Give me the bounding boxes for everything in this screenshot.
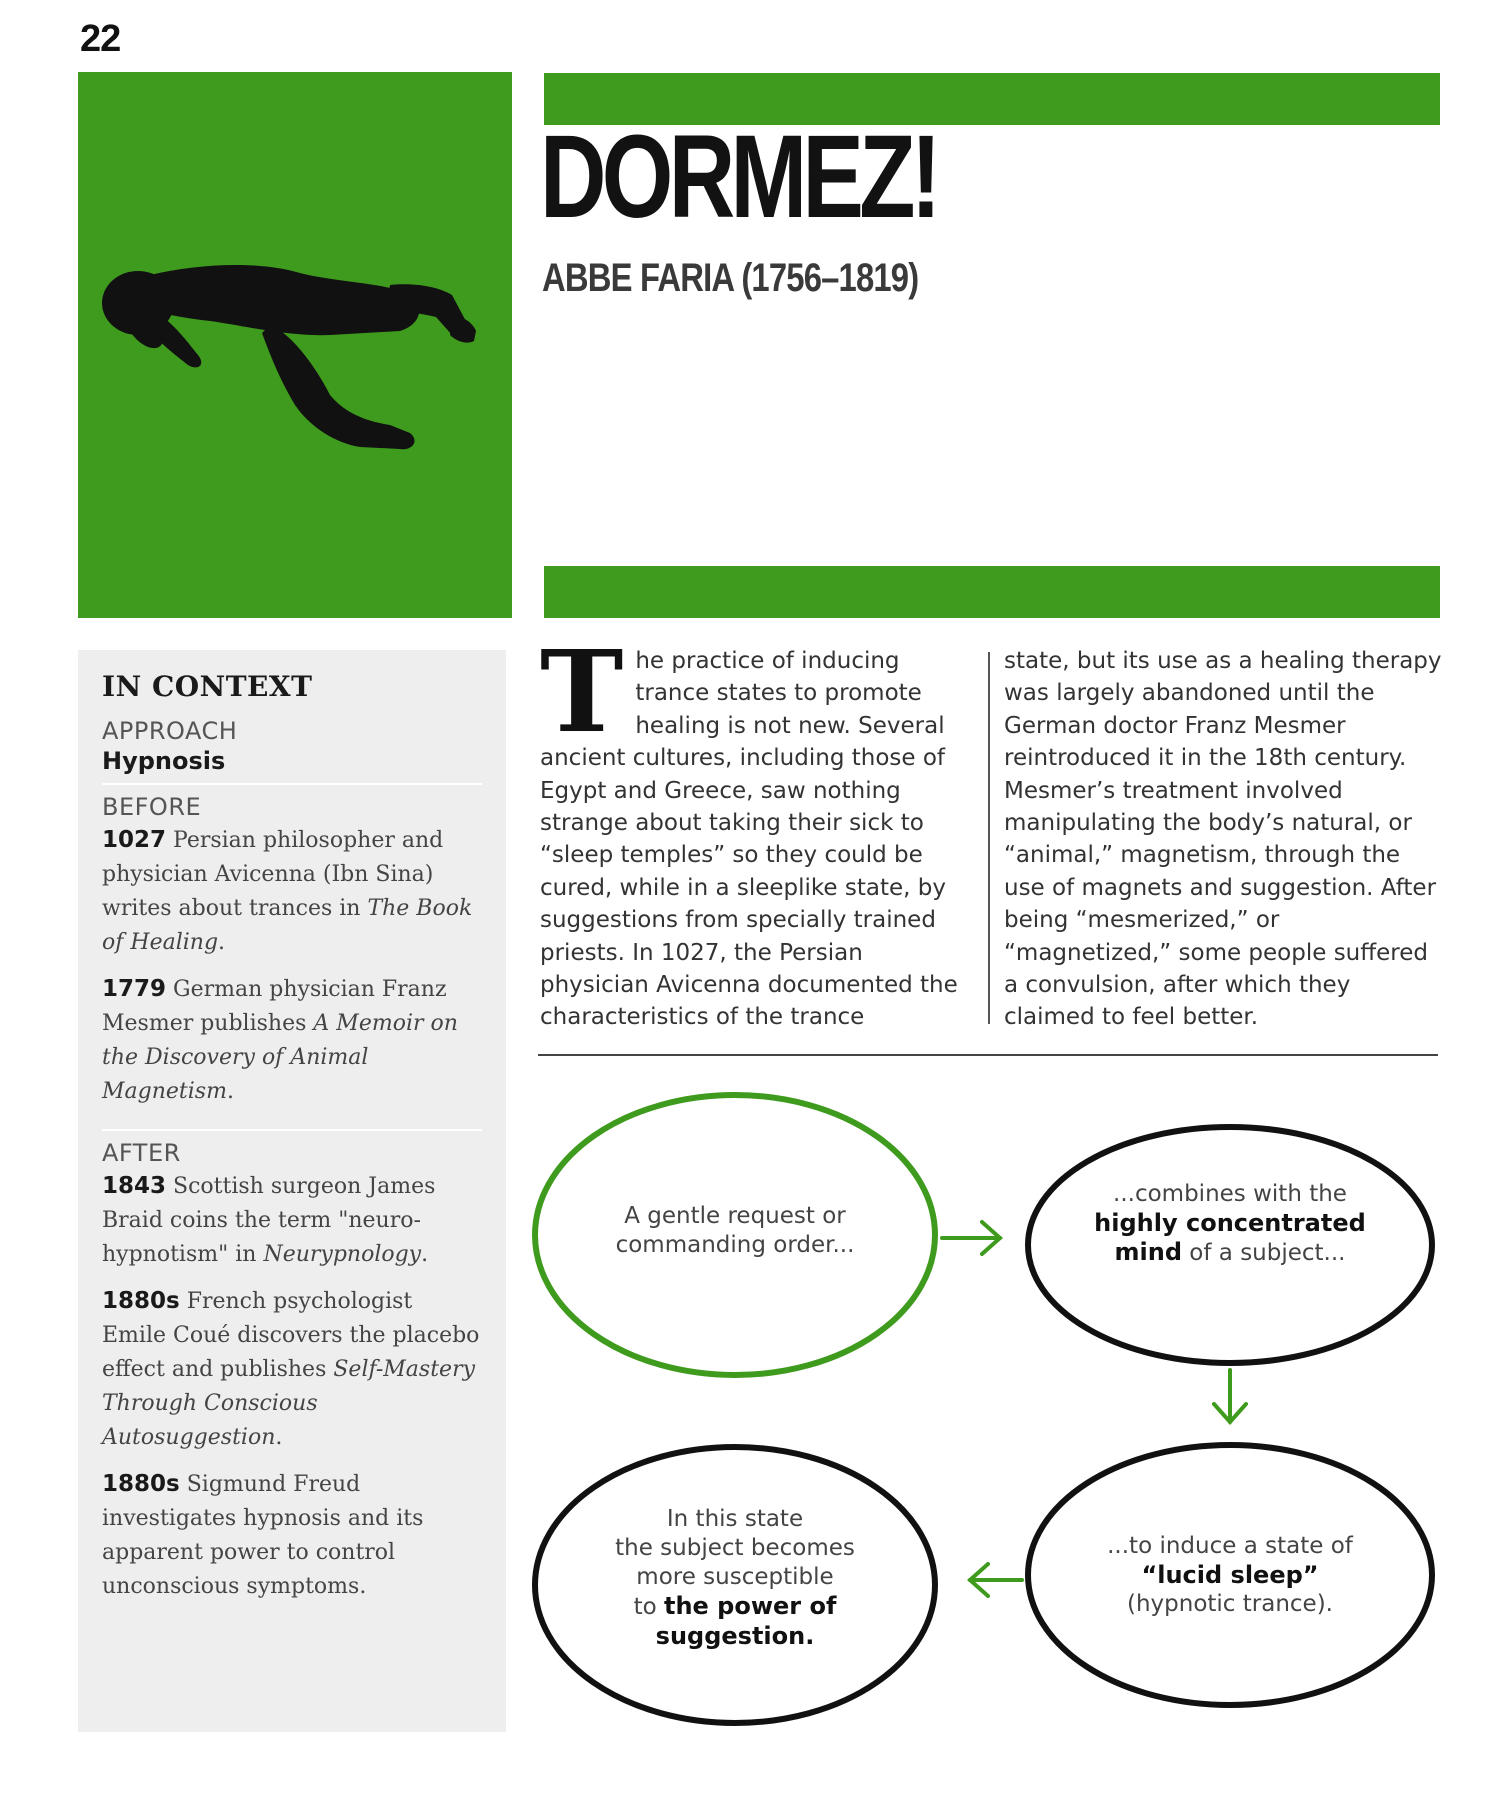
node-2-bold: highly concentrated: [1094, 1209, 1366, 1237]
node-2-text: [1070, 1180, 1390, 1268]
approach-label: APPROACH: [102, 717, 238, 745]
node-2-bold-2: mind: [1114, 1238, 1182, 1266]
before-label: BEFORE: [102, 793, 202, 821]
node-4-line-4: [575, 1592, 895, 1622]
node-3-bold: “lucid sleep”: [1141, 1561, 1319, 1589]
column-divider: [988, 652, 990, 1024]
after-section: [102, 1139, 482, 1604]
timeline-entry: [102, 1467, 482, 1604]
node-2-line-1: ...combines with the: [1113, 1181, 1347, 1207]
arrow-down-icon: [1214, 1370, 1246, 1422]
crouching-figure-icon: [90, 255, 500, 455]
after-label: AFTER: [102, 1139, 181, 1167]
article-text-1: he practice of inducing trance states to promote healing is not new. Several ancient cultures, including those of Egypt and Greece, saw nothing strange about taking their sick to “sleep temples” so they could be cured, while in a sleeplike state, by suggestions from specially trained priests. In 1027, the Persian physician Avicenna documented the characteristics of the trance: [540, 648, 958, 1031]
entry-title: Neurypnology: [263, 1242, 422, 1267]
node-4-line-2: the subject becomes: [615, 1535, 855, 1561]
title-bar-bottom: [544, 566, 1440, 618]
node-4-pre: to: [633, 1594, 664, 1620]
node-4-bold-2: suggestion.: [655, 1622, 815, 1650]
entry-text: German physician Franz Mesmer publishes: [102, 977, 447, 1036]
node-1-line-2: commanding order...: [615, 1232, 855, 1258]
entry-year: 1779: [102, 976, 167, 1002]
node-4-text: [575, 1505, 895, 1651]
arrow-right-icon: [942, 1222, 1000, 1254]
entry-title: Self-Mastery Through Conscious Autosuggestion: [102, 1357, 476, 1450]
timeline-entry: [102, 1169, 482, 1272]
article-column-1: [540, 627, 970, 1034]
entry-end: .: [275, 1425, 283, 1450]
node-3-line-3: (hypnotic trance).: [1126, 1591, 1333, 1617]
node-4-line-1: In this state: [666, 1506, 804, 1532]
node-2-rest: of a subject...: [1182, 1240, 1346, 1266]
node-4-bold: the power of: [663, 1592, 837, 1620]
approach-section: [102, 717, 482, 785]
node-1-text: [575, 1202, 895, 1260]
timeline-entry: [102, 1284, 482, 1455]
entry-text: Scottish surgeon James Braid coins the term "neuro-hypnotism" in: [102, 1174, 436, 1267]
entry-title: A Memoir on the Discovery of Animal Magnetism: [102, 1011, 458, 1104]
article-column-2: [1004, 645, 1444, 1034]
article-text-2: state, but its use as a healing therapy was largely abandoned until the German doctor Franz Mesmer reintroduced it in the 18th century. Mesmer’s treatment involved manipulating the body’s natural, or “animal,” magnetism, through the use of magnets and suggestion. After being “mesmerized,” or “magnetized,” some people suffered a convulsion, after which they claimed to feel better.: [1004, 648, 1442, 1031]
node-3-line-1: ...to induce a state of: [1107, 1533, 1353, 1559]
timeline-entry: [102, 823, 482, 960]
in-context-sidebar: [78, 650, 506, 1732]
page-title: DORMEZ!: [540, 111, 937, 243]
entry-year: 1880s: [102, 1471, 180, 1497]
node-2-line-3: [1070, 1238, 1390, 1268]
entry-end: .: [421, 1242, 429, 1267]
entry-end: .: [226, 1079, 234, 1104]
entry-year: 1880s: [102, 1288, 180, 1314]
page-number: 22: [80, 18, 121, 60]
entry-year: 1027: [102, 827, 167, 853]
approach-value: Hypnosis: [102, 747, 226, 775]
timeline-entry: [102, 972, 482, 1109]
node-1-line-1: A gentle request or: [624, 1203, 846, 1229]
section-rule: [538, 1054, 1438, 1056]
entry-text: French psychologist Emile Coué discovers the placebo effect and publishes: [102, 1289, 480, 1382]
drop-cap: T: [540, 627, 624, 758]
sidebar-heading: IN CONTEXT: [102, 670, 313, 703]
arrow-left-icon: [970, 1564, 1022, 1596]
flow-diagram: [530, 1080, 1450, 1760]
node-4-line-3: more susceptible: [636, 1564, 834, 1590]
page-subtitle: ABBE FARIA (1756–1819): [542, 256, 919, 300]
entry-title: The Book of Healing: [102, 896, 473, 955]
before-section: [102, 793, 482, 1131]
entry-year: 1843: [102, 1173, 167, 1199]
entry-text: Persian philosopher and physician Avicenna (Ibn Sina) writes about trances in: [102, 828, 444, 921]
entry-text: Sigmund Freud investigates hypnosis and its apparent power to control unconscious symptoms.: [102, 1472, 424, 1599]
node-3-text: [1070, 1532, 1390, 1619]
entry-end: .: [218, 930, 226, 955]
